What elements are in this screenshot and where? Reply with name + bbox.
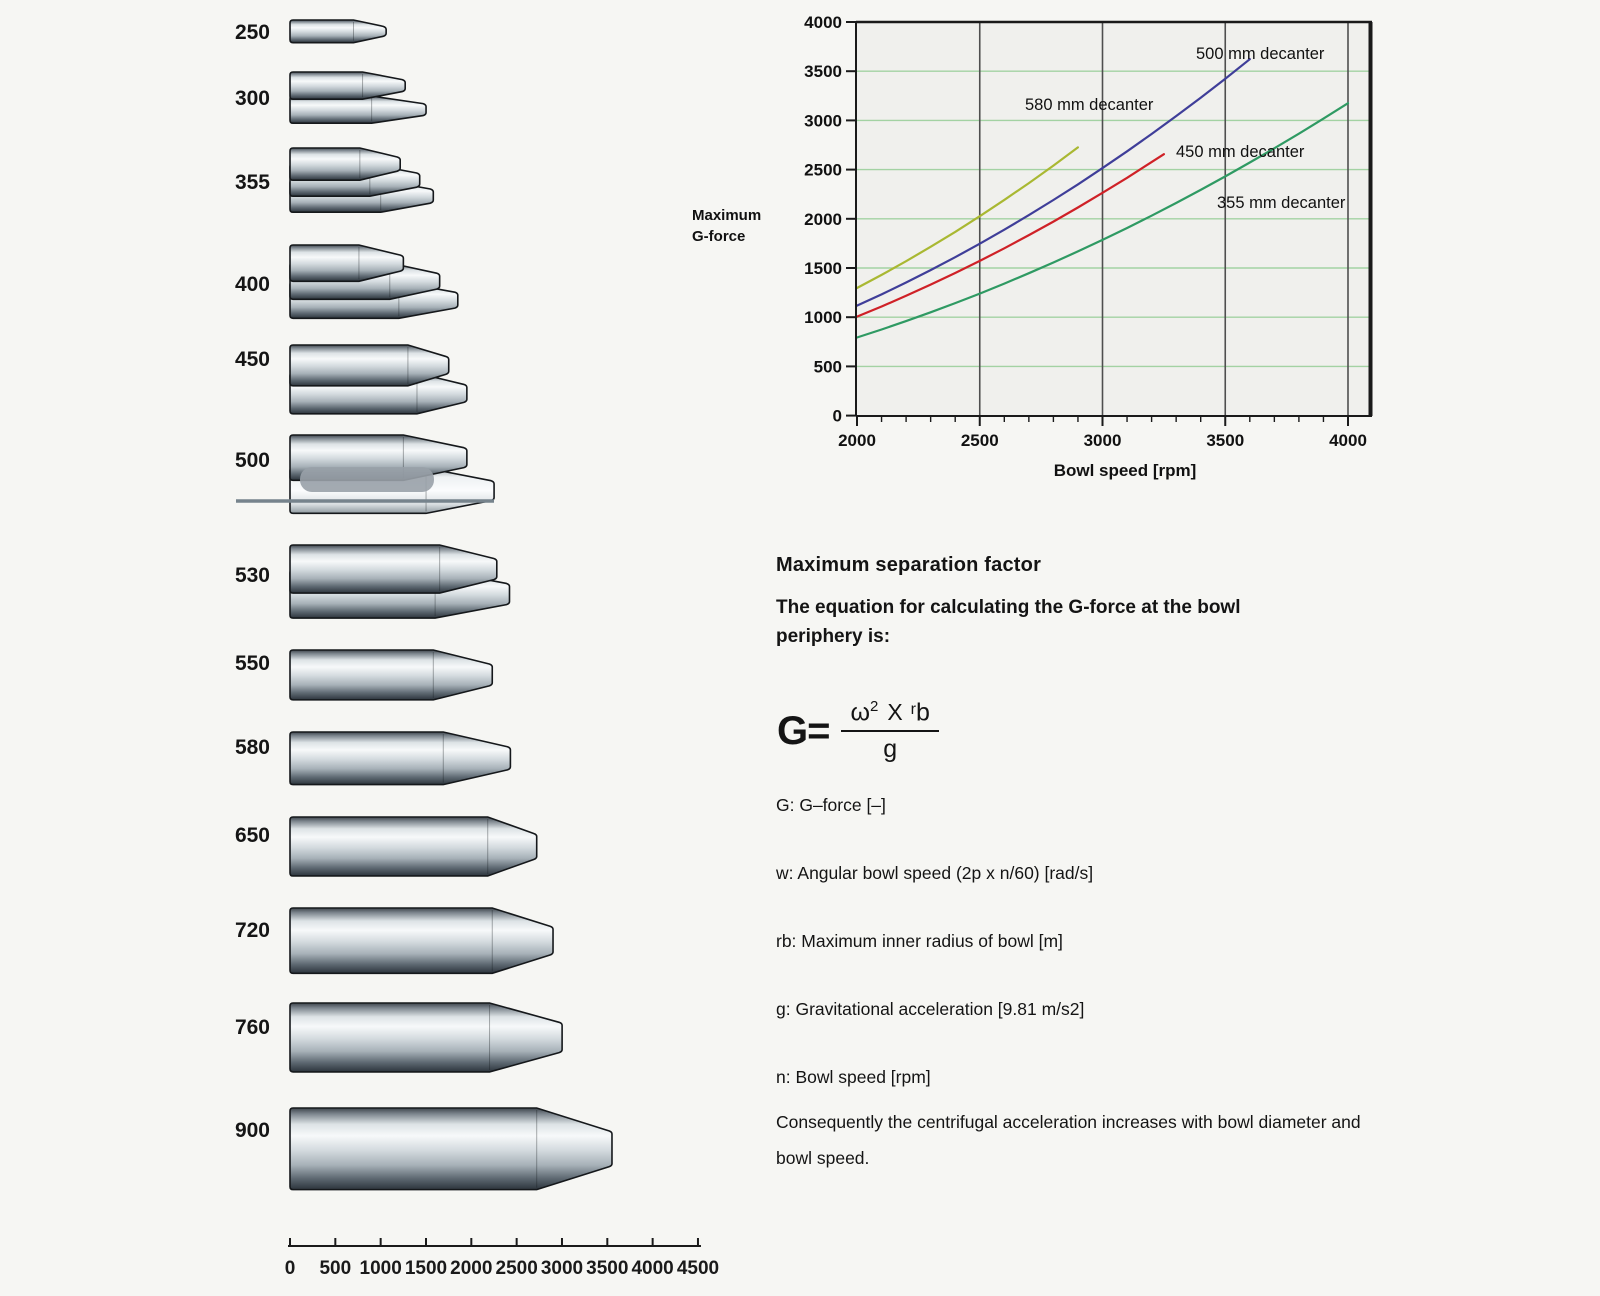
series-label-580mm: 580 mm decanter — [1025, 96, 1154, 114]
y-tick-label: 2000 — [804, 209, 842, 229]
fraction-bar — [841, 730, 938, 732]
bowl-row-550 — [235, 650, 492, 700]
bowl-diameter-label: 720 — [234, 919, 270, 942]
y-tick-label: 0 — [832, 406, 842, 426]
omega-symbol: ω — [850, 698, 871, 727]
equation-numerator — [841, 698, 938, 730]
equation-intro: The equation for calculating the G-force at the bowl periphery is: — [776, 597, 1241, 647]
bowl-row-650 — [235, 817, 537, 876]
bowl-row-530 — [235, 545, 510, 618]
bowl-scale-tick-label: 1500 — [404, 1258, 448, 1279]
bowl-diameter-label: 550 — [234, 652, 270, 675]
bowl-shape — [290, 732, 510, 785]
definition-angular-speed: w: Angular bowl speed (2p x n/60) [rad/s] — [776, 863, 1094, 883]
x-tick-label: 3500 — [1206, 431, 1245, 450]
x-tick-label: 2000 — [838, 431, 876, 450]
bowl-shape — [290, 817, 537, 876]
series-label-500mm: 500 mm decanter — [1196, 45, 1325, 63]
bowl-row-900 — [235, 1108, 612, 1190]
bowl-diameter-label: 530 — [234, 564, 270, 587]
bowl-shape — [290, 1108, 612, 1190]
equation-denominator: g — [883, 735, 898, 764]
bowl-shape — [290, 345, 449, 386]
bowl-scale-tick-label: 500 — [319, 1258, 352, 1279]
bowl-shape — [290, 96, 426, 123]
definition-bowl-speed: n: Bowl speed [rpm] — [776, 1067, 931, 1087]
chart-right-border — [1369, 22, 1373, 416]
times-symbol: X — [887, 699, 903, 726]
bowl-scale-tick-label: 4500 — [676, 1258, 720, 1279]
y-tick-label: 3000 — [804, 111, 842, 131]
gforce-chart — [620, 0, 1420, 500]
omega-exponent: 2 — [870, 698, 879, 715]
bowl-diameter-label: 355 — [234, 171, 270, 194]
y-tick-label: 500 — [813, 357, 842, 377]
bowl-shape — [290, 650, 492, 700]
bowl-diameter-label: 900 — [234, 1119, 270, 1142]
variable-definitions — [776, 795, 1416, 1135]
y-tick-label: 1000 — [804, 308, 842, 328]
y-tick-label: 1500 — [804, 259, 842, 278]
bowl-conveyor-silhouette — [300, 467, 434, 492]
bowl-diameter-label: 760 — [234, 1016, 270, 1039]
bowl-scale-tick-label: 2500 — [495, 1258, 538, 1279]
bowl-diameter-label: 450 — [234, 348, 270, 371]
equation-lhs: G= — [777, 709, 830, 754]
section-heading: Maximum separation factor — [776, 554, 1042, 576]
x-axis-title: Bowl speed [rpm] — [1053, 461, 1197, 480]
bowl-scale-tick-label: 3500 — [586, 1258, 629, 1279]
conclusion-paragraph: Consequently the centrifugal acceleration increases with bowl diameter and bowl speed. — [776, 1112, 1361, 1168]
x-tick-label: 3000 — [1083, 431, 1122, 450]
x-tick-label: 2500 — [960, 431, 999, 450]
series-label-450mm: 450 mm decanter — [1176, 143, 1305, 161]
y-tick-label: 4000 — [804, 13, 842, 32]
bowl-shape — [290, 20, 386, 43]
bowl-scale-tick-label: 0 — [284, 1258, 296, 1279]
g-force-equation — [777, 698, 939, 764]
bowl-row-720 — [235, 908, 553, 973]
bowl-scale-tick-label: 2000 — [450, 1258, 493, 1279]
bowl-row-355 — [235, 148, 433, 212]
bowl-shape — [290, 72, 405, 99]
bowl-diameter-label: 500 — [234, 449, 270, 472]
bowl-row-580 — [235, 732, 510, 785]
series-label-355mm: 355 mm decanter — [1217, 194, 1346, 212]
bowl-diameter-label: 650 — [234, 824, 270, 847]
bowl-row-450 — [235, 345, 467, 414]
bowl-scale-tick-label: 3000 — [540, 1258, 584, 1279]
bowl-row-760 — [235, 1003, 562, 1072]
x-tick-label: 4000 — [1329, 431, 1367, 450]
bowl-row-300 — [235, 72, 426, 123]
definition-radius: rb: Maximum inner radius of bowl [m] — [776, 931, 1063, 951]
y-axis-title-line1: Maximum — [692, 207, 762, 224]
bowl-scale-tick-label: 4000 — [631, 1258, 674, 1279]
bowl-diameter-label: 400 — [234, 273, 270, 296]
y-tick-label: 3500 — [804, 62, 842, 82]
bowl-shape — [290, 908, 553, 973]
definition-gravity: g: Gravitational acceleration [9.81 m/s2] — [776, 999, 1085, 1019]
bowl-shape — [290, 545, 497, 593]
radius-symbol: r — [910, 701, 916, 719]
bowl-scale-tick-label: 1000 — [359, 1258, 402, 1279]
bowl-row-250 — [235, 20, 386, 44]
y-axis-title-line2: G-force — [692, 228, 746, 245]
equation-fraction — [841, 698, 938, 764]
bowl-shape — [290, 1003, 562, 1072]
bowl-row-400 — [235, 245, 458, 318]
y-tick-label: 2500 — [804, 160, 842, 180]
radius-subscript: b — [915, 698, 930, 727]
bowl-diameter-label: 580 — [234, 736, 270, 759]
bowl-diameter-label: 300 — [234, 87, 270, 110]
definition-g-force: G: G–force [–] — [776, 795, 886, 815]
bowl-diameter-label: 250 — [234, 21, 270, 44]
bowl-row-500 — [235, 435, 494, 513]
